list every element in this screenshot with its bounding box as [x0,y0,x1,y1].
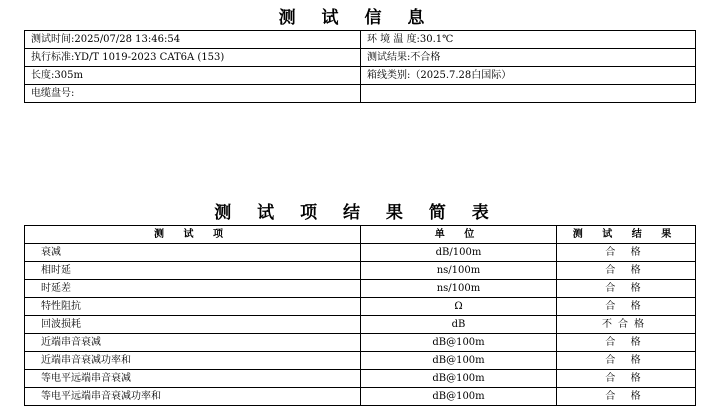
table-row [25,49,696,67]
table-row [25,334,696,352]
table-row [25,370,696,388]
table-row [25,388,696,406]
result-cell: 不合格 [557,316,696,334]
test-item-cell: 特性阻抗 [25,298,361,316]
result-cell: 合 格 [557,334,696,352]
test-item-cell: 近端串音衰减功率和 [25,352,361,370]
test-time-cell: 测试时间:2025/07/28 13:46:54 [25,31,361,49]
header-test-item: 测 试 项 [25,226,361,244]
result-cell: 合 格 [557,298,696,316]
summary-title: 测 试 项 结 果 简 表 [214,203,499,223]
test-info-table [24,30,696,103]
table-row [25,67,696,85]
result-cell: 合 格 [557,370,696,388]
unit-cell: dB@100m [361,370,557,388]
table-row [25,352,696,370]
table-row [25,31,696,49]
unit-cell: dB@100m [361,388,557,406]
length-cell: 长度:305m [25,67,361,85]
table-row [25,280,696,298]
result-cell: 合 格 [557,280,696,298]
unit-cell: Ω [361,298,557,316]
standard-cell: 执行标准:YD/T 1019-2023 CAT6A (153) [25,49,361,67]
result-cell: 合 格 [557,262,696,280]
test-item-cell: 等电平远端串音衰减 [25,370,361,388]
test-info-title: 测 试 信 息 [278,8,435,28]
result-cell: 合 格 [557,388,696,406]
table-row [25,244,696,262]
empty-cell [361,85,696,103]
test-item-cell: 等电平远端串音衰减功率和 [25,388,361,406]
test-item-cell: 相时延 [25,262,361,280]
table-row [25,85,696,103]
result-cell: 合 格 [557,244,696,262]
test-result-cell: 测试结果:不合格 [361,49,696,67]
unit-cell: ns/100m [361,280,557,298]
unit-cell: dB@100m [361,334,557,352]
table-row [25,316,696,334]
test-item-cell: 时延差 [25,280,361,298]
unit-cell: dB [361,316,557,334]
box-category-cell: 箱线类别:（2025.7.28白国际） [361,67,696,85]
table-row [25,298,696,316]
summary-body [25,244,696,406]
table-row [25,262,696,280]
test-item-cell: 回波损耗 [25,316,361,334]
test-item-cell: 近端串音衰减 [25,334,361,352]
summary-table [24,225,696,406]
header-result: 测 试 结 果 [557,226,696,244]
cable-reel-cell: 电缆盘号: [25,85,361,103]
test-item-cell: 衰减 [25,244,361,262]
unit-cell: dB/100m [361,244,557,262]
header-row [25,226,696,244]
result-cell: 合 格 [557,352,696,370]
header-unit: 单 位 [361,226,557,244]
unit-cell: ns/100m [361,262,557,280]
ambient-temperature-cell: 环 境 温 度:30.1℃ [361,31,696,49]
unit-cell: dB@100m [361,352,557,370]
